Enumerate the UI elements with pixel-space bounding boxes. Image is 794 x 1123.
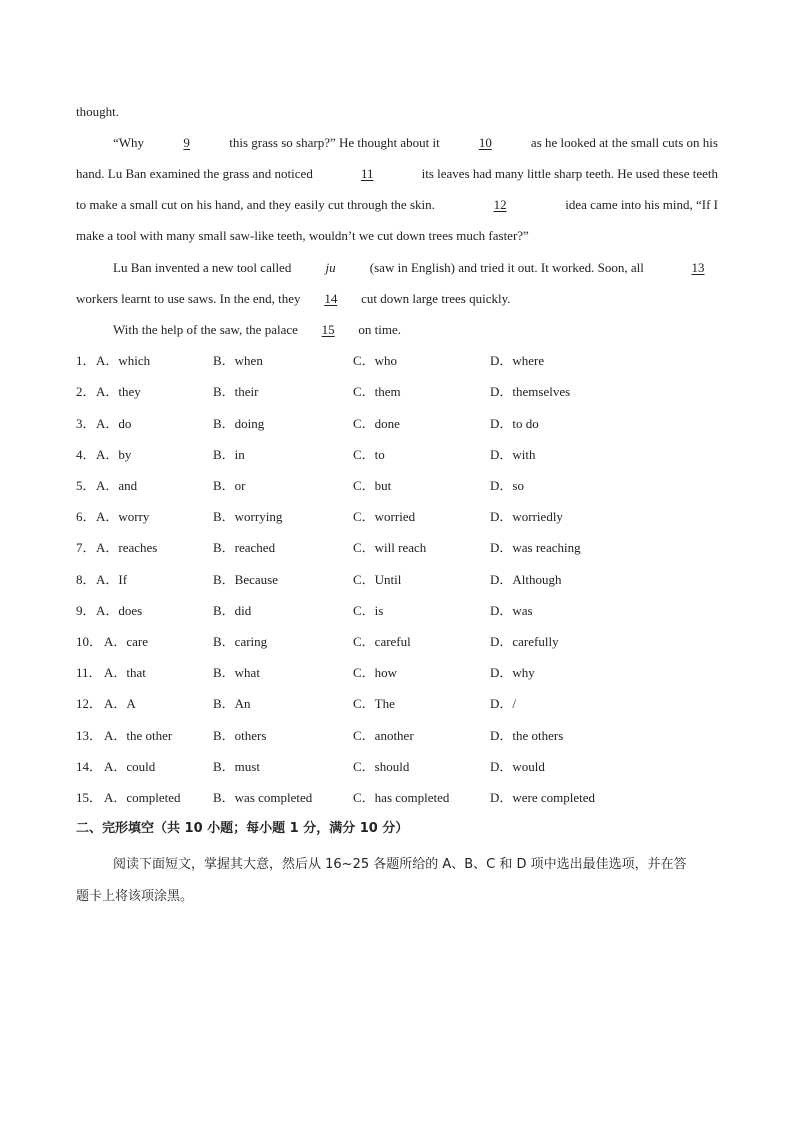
option-c: C．The bbox=[353, 696, 395, 711]
option-b: B．reached bbox=[213, 540, 276, 555]
option-a: A．could bbox=[104, 759, 156, 774]
blank-9: 9 bbox=[183, 135, 190, 150]
ju-word: ju bbox=[325, 260, 336, 275]
text-span: Lu Ban invented a new tool called bbox=[113, 260, 292, 275]
question-number: 8． bbox=[76, 572, 96, 587]
option-a: A．which bbox=[96, 353, 151, 368]
text-span: to make a small cut on his hand, and they easily cut through the skin. bbox=[76, 197, 435, 212]
option-a: A．reaches bbox=[96, 540, 158, 555]
text-span: as he looked at the small cuts on his bbox=[530, 135, 718, 150]
option-a: A．does bbox=[96, 603, 143, 618]
blank-13: 13 bbox=[691, 260, 705, 275]
passage-paragraph-line: make a tool with many small saw-like teeth, wouldn’t we cut down trees much faster?” bbox=[76, 228, 529, 243]
text-span: workers learnt to use saws. In the end, they bbox=[76, 291, 301, 306]
option-b: B．caring bbox=[213, 634, 268, 649]
text-span: idea came into his mind, “If I bbox=[565, 197, 718, 212]
option-b: B．did bbox=[213, 603, 252, 618]
option-d: D．where bbox=[490, 353, 545, 368]
text-span: its leaves had many little sharp teeth. He used these teeth bbox=[421, 166, 718, 181]
option-d: D．were completed bbox=[490, 790, 596, 805]
question-number: 6． bbox=[76, 509, 96, 524]
option-a: A．If bbox=[96, 572, 128, 587]
option-b: B．An bbox=[213, 696, 251, 711]
option-d: D．with bbox=[490, 447, 536, 462]
passage-paragraph-line bbox=[76, 196, 718, 214]
question-row bbox=[76, 789, 716, 807]
question-number: 5． bbox=[76, 478, 96, 493]
option-c: C．done bbox=[353, 416, 400, 431]
question-row bbox=[76, 539, 716, 557]
option-a: A．and bbox=[96, 478, 138, 493]
text-span: With the help of the saw, the palace bbox=[113, 322, 298, 337]
option-b: B．others bbox=[213, 728, 267, 743]
passage-paragraph-line bbox=[113, 321, 401, 339]
question-number: 11． bbox=[76, 665, 102, 680]
question-number: 14． bbox=[76, 759, 103, 774]
option-b: B．when bbox=[213, 353, 263, 368]
option-b: B．or bbox=[213, 478, 246, 493]
question-row bbox=[76, 508, 716, 526]
question-number: 2． bbox=[76, 384, 96, 399]
blank-10: 10 bbox=[478, 135, 492, 150]
option-b: B．what bbox=[213, 665, 260, 680]
option-b: B．Because bbox=[213, 572, 278, 587]
option-c: C．another bbox=[353, 728, 414, 743]
option-a: A．they bbox=[96, 384, 141, 399]
option-a: A．completed bbox=[104, 790, 181, 805]
option-b: B．their bbox=[213, 384, 259, 399]
option-d: D．worriedly bbox=[490, 509, 563, 524]
question-row bbox=[76, 477, 716, 495]
text-span: “Why bbox=[113, 135, 145, 150]
question-row bbox=[76, 415, 716, 433]
option-c: C．Until bbox=[353, 572, 402, 587]
option-b: B．doing bbox=[213, 416, 265, 431]
text-span: cut down large trees quickly. bbox=[361, 291, 511, 306]
option-c: C．worried bbox=[353, 509, 416, 524]
option-d: D．why bbox=[490, 665, 535, 680]
option-c: C．is bbox=[353, 603, 384, 618]
section-instruction: 阅读下面短文，掌握其大意，然后从 16~25 各题所给的 A、B、C 和 D 项中选出最佳选项，并在答 bbox=[113, 857, 687, 872]
option-c: C．how bbox=[353, 665, 398, 680]
question-row bbox=[76, 383, 716, 401]
option-c: C．will reach bbox=[353, 540, 427, 555]
question-row bbox=[76, 695, 716, 713]
passage-paragraph-line bbox=[113, 134, 718, 152]
option-d: D．the others bbox=[490, 728, 564, 743]
question-number: 1． bbox=[76, 353, 96, 368]
option-d: D．was reaching bbox=[490, 540, 581, 555]
option-a: A．care bbox=[104, 634, 149, 649]
question-number: 9． bbox=[76, 603, 96, 618]
question-row bbox=[76, 446, 716, 464]
question-row bbox=[76, 633, 716, 651]
blank-14: 14 bbox=[324, 291, 338, 306]
passage-paragraph-line bbox=[113, 259, 718, 277]
option-c: C．to bbox=[353, 447, 385, 462]
question-row bbox=[76, 352, 716, 370]
passage-paragraph-line bbox=[76, 165, 718, 183]
option-d: D．would bbox=[490, 759, 545, 774]
option-a: A．A bbox=[104, 696, 136, 711]
option-b: B．worrying bbox=[213, 509, 283, 524]
option-a: A．the other bbox=[104, 728, 173, 743]
question-number: 10． bbox=[76, 634, 103, 649]
option-a: A．worry bbox=[96, 509, 150, 524]
question-row bbox=[76, 664, 716, 682]
question-number: 15． bbox=[76, 790, 103, 805]
option-a: A．do bbox=[96, 416, 132, 431]
blank-15: 15 bbox=[321, 322, 335, 337]
option-a: A．by bbox=[96, 447, 132, 462]
option-d: D．so bbox=[490, 478, 524, 493]
question-number: 13． bbox=[76, 728, 103, 743]
text-span: (saw in English) and tried it out. It worked. Soon, all bbox=[369, 260, 644, 275]
passage-paragraph-line bbox=[76, 290, 511, 308]
text-span: on time. bbox=[358, 322, 402, 337]
question-number: 12． bbox=[76, 696, 103, 711]
question-number: 7． bbox=[76, 540, 96, 555]
option-c: C．who bbox=[353, 353, 398, 368]
option-d: D．carefully bbox=[490, 634, 559, 649]
option-d: D．themselves bbox=[490, 384, 571, 399]
option-d: D．Although bbox=[490, 572, 562, 587]
question-row bbox=[76, 571, 716, 589]
text-span: this grass so sharp?” He thought about it bbox=[229, 135, 440, 150]
option-c: C．careful bbox=[353, 634, 411, 649]
text-span: hand. Lu Ban examined the grass and noticed bbox=[76, 166, 313, 181]
question-row bbox=[76, 758, 716, 776]
question-row bbox=[76, 602, 716, 620]
option-b: B．must bbox=[213, 759, 260, 774]
blank-11: 11 bbox=[360, 166, 374, 181]
blank-12: 12 bbox=[493, 197, 507, 212]
option-c: C．them bbox=[353, 384, 401, 399]
option-d: D．/ bbox=[490, 696, 517, 711]
question-number: 4． bbox=[76, 447, 96, 462]
section-heading: 二、完形填空（共 10 小题；每小题 1 分，满分 10 分） bbox=[76, 821, 409, 836]
option-c: C．should bbox=[353, 759, 410, 774]
option-d: D．was bbox=[490, 603, 533, 618]
option-b: B．was completed bbox=[213, 790, 313, 805]
option-d: D．to do bbox=[490, 416, 539, 431]
section-instruction-continued: 题卡上将该项涂黑。 bbox=[76, 889, 194, 904]
option-b: B．in bbox=[213, 447, 245, 462]
option-a: A．that bbox=[104, 665, 146, 680]
passage-line-thought: thought. bbox=[76, 104, 119, 119]
question-row bbox=[76, 727, 716, 745]
option-c: C．has completed bbox=[353, 790, 450, 805]
option-c: C．but bbox=[353, 478, 392, 493]
question-number: 3． bbox=[76, 416, 96, 431]
